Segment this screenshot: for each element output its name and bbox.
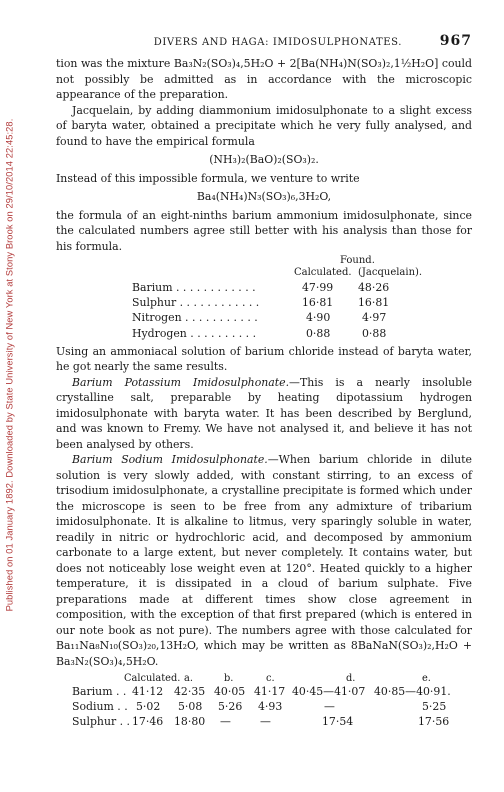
table-cell: 5·02 (136, 700, 161, 714)
table-row (56, 714, 472, 729)
table-cell: 5·25 (422, 700, 447, 714)
table-cell: 41·12 (132, 685, 164, 699)
paragraph-5: Using an ammoniacal solution of barium chloride instead of baryta water, he got nearly the same results. (56, 344, 472, 374)
calculated-label: Calculated. (294, 267, 352, 278)
formula-proposed: Ba₄(NH₄)N₃(SO₃)₆,3H₂O, (196, 190, 332, 203)
table-row (56, 326, 472, 341)
element-name: Nitrogen . . . . . . . . . . . (132, 311, 258, 325)
table-cell: 17·56 (418, 715, 450, 729)
element-name: Sulphur . . . . . . . . . . . . (132, 296, 260, 310)
table-cell: 40·45—41·07 (292, 685, 366, 699)
table-cell: — (324, 700, 335, 714)
paragraph-4: the formula of an eight-ninths barium ammonium imidosulphonate, since the calculated numbers agree still better with his analysis than those for his formula. (56, 208, 472, 253)
analysis-table-header (56, 671, 472, 684)
column-header: Calculated. (124, 673, 181, 685)
paragraph-7 (56, 452, 472, 669)
found-value: 48·26 (358, 281, 390, 294)
formula-empirical: (NH₃)₂(BaO)₂(SO₃)₂. (209, 153, 319, 166)
column-header: b. (224, 673, 234, 685)
calculated-value: 0·88 (306, 326, 331, 340)
paragraph-1: tion was the mixture Ba₃N₂(SO₃)₄,5H₂O + 2[Ba(NH₄)N(SO₃)₂,1½H₂O] could not possibly be admitted as in accordance with the microscopic appearance of the preparation. (56, 57, 472, 101)
table-cell: 18·80 (174, 715, 206, 729)
calculated-value: 47·99 (302, 281, 334, 294)
page-number: 967 (439, 33, 472, 49)
found-label: Found. (340, 255, 375, 266)
element-name: Barium . . . . . . . . . . . . (132, 281, 256, 294)
paragraph-6-body: —This is a nearly insoluble crystalline salt, preparable by heating dipotassium hydrogen imidosulphonate with baryta water. It has been described by Berglund, and was known to Fremy. We have not analysed it, and believe it has not been analysed by others. (56, 375, 472, 451)
jacquelain-label: (Jacquelain). (358, 267, 423, 278)
column-header: c. (266, 673, 275, 685)
download-notice-text: Published on 01 January 1892. Downloaded by State University of New York at Stony Brook on 29/10/2014 22:45:28. (4, 118, 15, 612)
found-value: 0·88 (362, 326, 387, 340)
analysis-table-header (56, 254, 472, 280)
section-heading: Barium Potassium Imidosulphonate. (72, 375, 290, 389)
paragraph-3: Instead of this impossible formula, we venture to write (56, 171, 360, 185)
table-row (56, 699, 472, 714)
table-cell: 40·85—40·91. (374, 685, 451, 699)
paragraph-7-body: —When barium chloride in dilute solution is very slowly added, with constant stirring, to an excess of trisodium imidosulphonate, a crystalline precipitate is formed which under the microscope is seen to be free from any admixture of tribarium imidosulphonate. It is alkaline to litmus, very sparingly soluble in water, readily in nitric or hydrochloric acid, and decomposed by ammonium carbonate to a large extent, but never completely. It contains water, but does not noticeably lose weight even at 120°. Heated quickly to a higher temperature, it is dissipated in a cloud of barium sulphate. Five preparations made at different times show close agreement in composition, with the exception of that first prepared (which is entered in our note book as not pure). The numbers agree with those calculated for Ba₁₁Na₈N₁₀(SO₃)₂₀,13H₂O, which may be written as 8BaNaN(SO₃)₂,H₂O + Ba₃N₂(SO₃)₄,5H₂O. (56, 453, 472, 668)
column-header: a. (184, 673, 193, 685)
running-title: DIVERS AND HAGA: IMIDOSULPHONATES. (153, 37, 403, 48)
table-cell: 41·17 (254, 685, 286, 699)
table-cell: 17·46 (132, 715, 164, 729)
column-header: e. (422, 673, 431, 685)
column-header: d. (346, 673, 356, 685)
table-cell: 42·35 (174, 685, 206, 699)
table-cell: 17·54 (322, 715, 354, 729)
paragraph-6 (56, 375, 472, 453)
table-row (56, 684, 472, 699)
table-row (56, 295, 472, 310)
paragraph-2: Jacquelain, by adding diammonium imidosulphonate to a slight excess of baryta water, obtained a precipitate which he very fully analysed, and found to have the empirical formula (56, 103, 472, 148)
running-header (56, 34, 472, 56)
table-row (56, 280, 472, 295)
download-notice (2, 20, 16, 710)
found-value: 16·81 (358, 296, 390, 310)
analysis-table-jacquelain (56, 254, 472, 341)
analysis-table-barium-sodium (56, 671, 472, 729)
table-cell: 5·26 (218, 700, 243, 714)
table-row (56, 310, 472, 325)
calculated-value: 16·81 (302, 296, 334, 310)
element-name: Sodium . . (72, 700, 128, 714)
element-name: Barium . . (72, 685, 127, 699)
table-cell: 5·08 (178, 700, 203, 714)
element-name: Hydrogen . . . . . . . . . . (132, 326, 257, 340)
section-heading: Barium Sodium Imidosulphonate. (72, 453, 268, 467)
table-cell: — (220, 715, 231, 729)
table-cell: — (260, 715, 271, 729)
calculated-value: 4·90 (306, 311, 331, 325)
table-cell: 4·93 (258, 700, 283, 714)
table-cell: 40·05 (214, 685, 246, 699)
journal-page (56, 34, 472, 729)
found-value: 4·97 (362, 311, 387, 325)
element-name: Sulphur . . (72, 715, 131, 729)
